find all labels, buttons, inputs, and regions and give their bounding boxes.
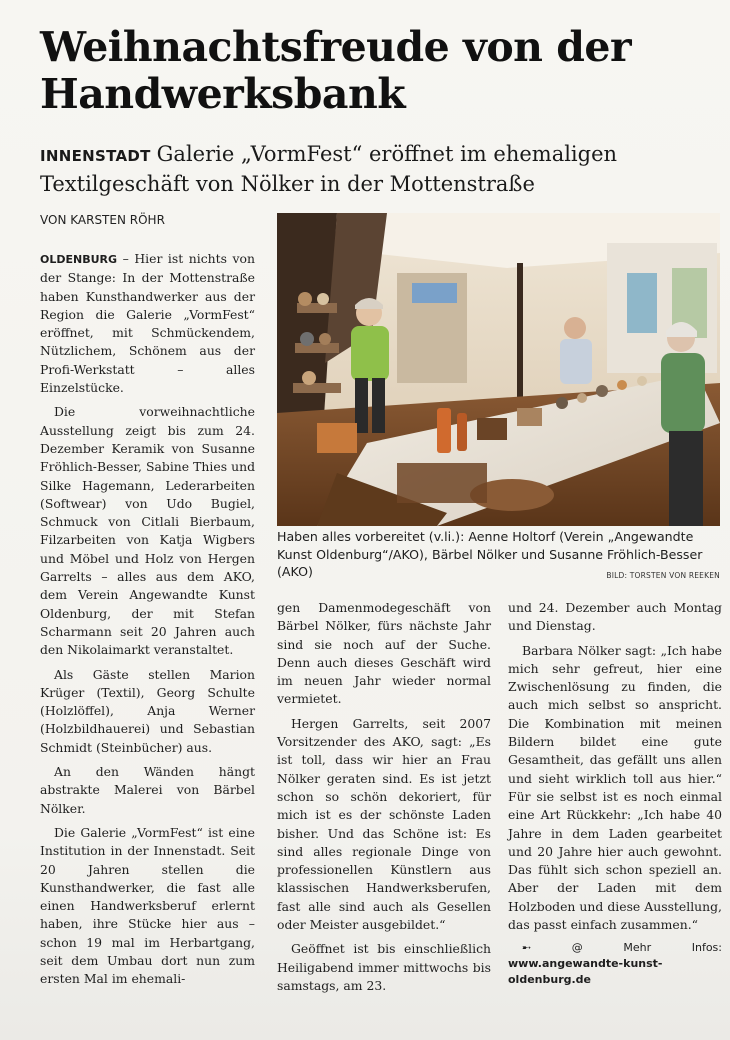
byline: VON KARSTEN RÖHR [40, 213, 165, 227]
paragraph: Barbara Nölker sagt: „Ich habe mich sehr gefreut, hier eine Zwischenlösung zu finden, die auch mich selbst so anspricht. Die Kombination mit meinen Bildern bildet eine gute Gesamtheit, das gefällt uns allen und sieht wirklich toll aus hier.“ Für sie selbst ist es noch einmal eine Art Rückkehr: „Ich habe 40 Jahre in dem Laden gearbeitet und 20 Jahre hier auch gewohnt. Das fühlt sich schon speziell an. Aber der Laden mit dem Holzboden und diese Ausstellung, das passt einfach zusammen.“ [508, 642, 722, 933]
paragraph: und 24. Dezember auch Montag und Dienstag. [508, 600, 722, 634]
subheadline-text: Galerie „VormFest“ eröffnet im ehemaligen Textilgeschäft von Nölker in der Mottenstraße [40, 142, 618, 196]
paragraph: Geöffnet ist bis einschließlich Heiligabend immer mittwochs bis samstags, am 23. [277, 941, 491, 993]
paragraph: Als Gäste stellen Marion Krüger (Textil), Georg Schulte (Holzlöffel), Anja Werner (Holzbildhauerei) und Sebastian Schmidt (Steinbücher) aus. [40, 666, 255, 755]
dateline: OLDENBURG [40, 253, 118, 266]
article-headline: Weihnachtsfreude von der Handwerksbank [40, 23, 632, 118]
article-column-2 [277, 599, 491, 995]
photo-credit: BILD: TORSTEN VON REEKEN [606, 571, 720, 580]
paragraph: gen Damenmodegeschäft von Bärbel Nölker, fürs nächste Jahr sind sie noch auf der Suche. Denn auch dieses Geschäft wird im neuen Jahr wieder normal vermietet. [277, 600, 491, 707]
article-subheadline [40, 140, 720, 198]
section-kicker: INNENSTADT [40, 147, 151, 165]
paragraph: An den Wänden hängt abstrakte Malerei von Bärbel Nölker. [40, 764, 255, 816]
paragraph: OLDENBURG – Hier ist nichts von der Stange: In der Mottenstraße haben Kunsthandwerker aus der Region die Galerie „VormFest“ eröffnet, mit Schmückendem, Nützlichem, Schönem aus der Profi-Werkstatt – alles Einzelstücke. [40, 251, 255, 396]
paragraph: Hergen Garrelts, seit 2007 Vorsitzender des AKO, sagt: „Es ist toll, dass wir hier an Frau Nölker geraten sind. Es ist jetzt schon so schön dekoriert, für mich ist es der schönste Laden bisher. Und das Schöne ist: Es sind alles regionale Dinge von professionellen Künstlern aus klassischen Handwerksberufen, fast alle sind auch als Gesellen oder Meister ausgebildet.“ [277, 715, 491, 933]
paragraph: Die Galerie „VormFest“ ist eine Institution in der Innenstadt. Seit 20 Jahren stellen die Kunsthandwerker, die fast alle einen Handwerksberuf erlernt haben, ihre Stücke hier aus – schon 19 mal im Herbartgang, seit dem Umbau dort nun zum ersten Mal im ehemali- [40, 824, 255, 987]
more-info-prefix: ➸ @ Mehr Infos: [522, 941, 722, 955]
more-info [508, 940, 722, 988]
more-info-link[interactable]: www.angewandte-kunst-oldenburg.de [508, 957, 663, 987]
photo-caption: Haben alles vorbereitet (v.li.): Aenne Holtorf (Verein „Angewandte Kunst Oldenburg“/AKO), Bärbel Nölker und Susanne Fröhlich-Besser (AKO) [277, 529, 703, 579]
article-column-3 [508, 599, 722, 988]
article-column-1 [40, 250, 255, 989]
gallery-interior-image [277, 213, 720, 526]
article-photo [277, 213, 720, 526]
paragraph: Die vorweihnachtliche Ausstellung zeigt bis zum 24. Dezember Keramik von Susanne Fröhlich-Besser, Sabine Thies und Silke Hagemann, Lederarbeiten (Softwear) von Udo Bugiel, Schmuck von Citlali Bierbaum, Filzarbeiten von Katja Wigbers und Möbel und Holz von Hergen Garrelts – alles aus dem AKO, dem Verein Angewandte Kunst Oldenburg, der mit Stefan Scharmann seit 20 Jahren auch den Nikolaimarkt veranstaltet. [40, 404, 255, 658]
